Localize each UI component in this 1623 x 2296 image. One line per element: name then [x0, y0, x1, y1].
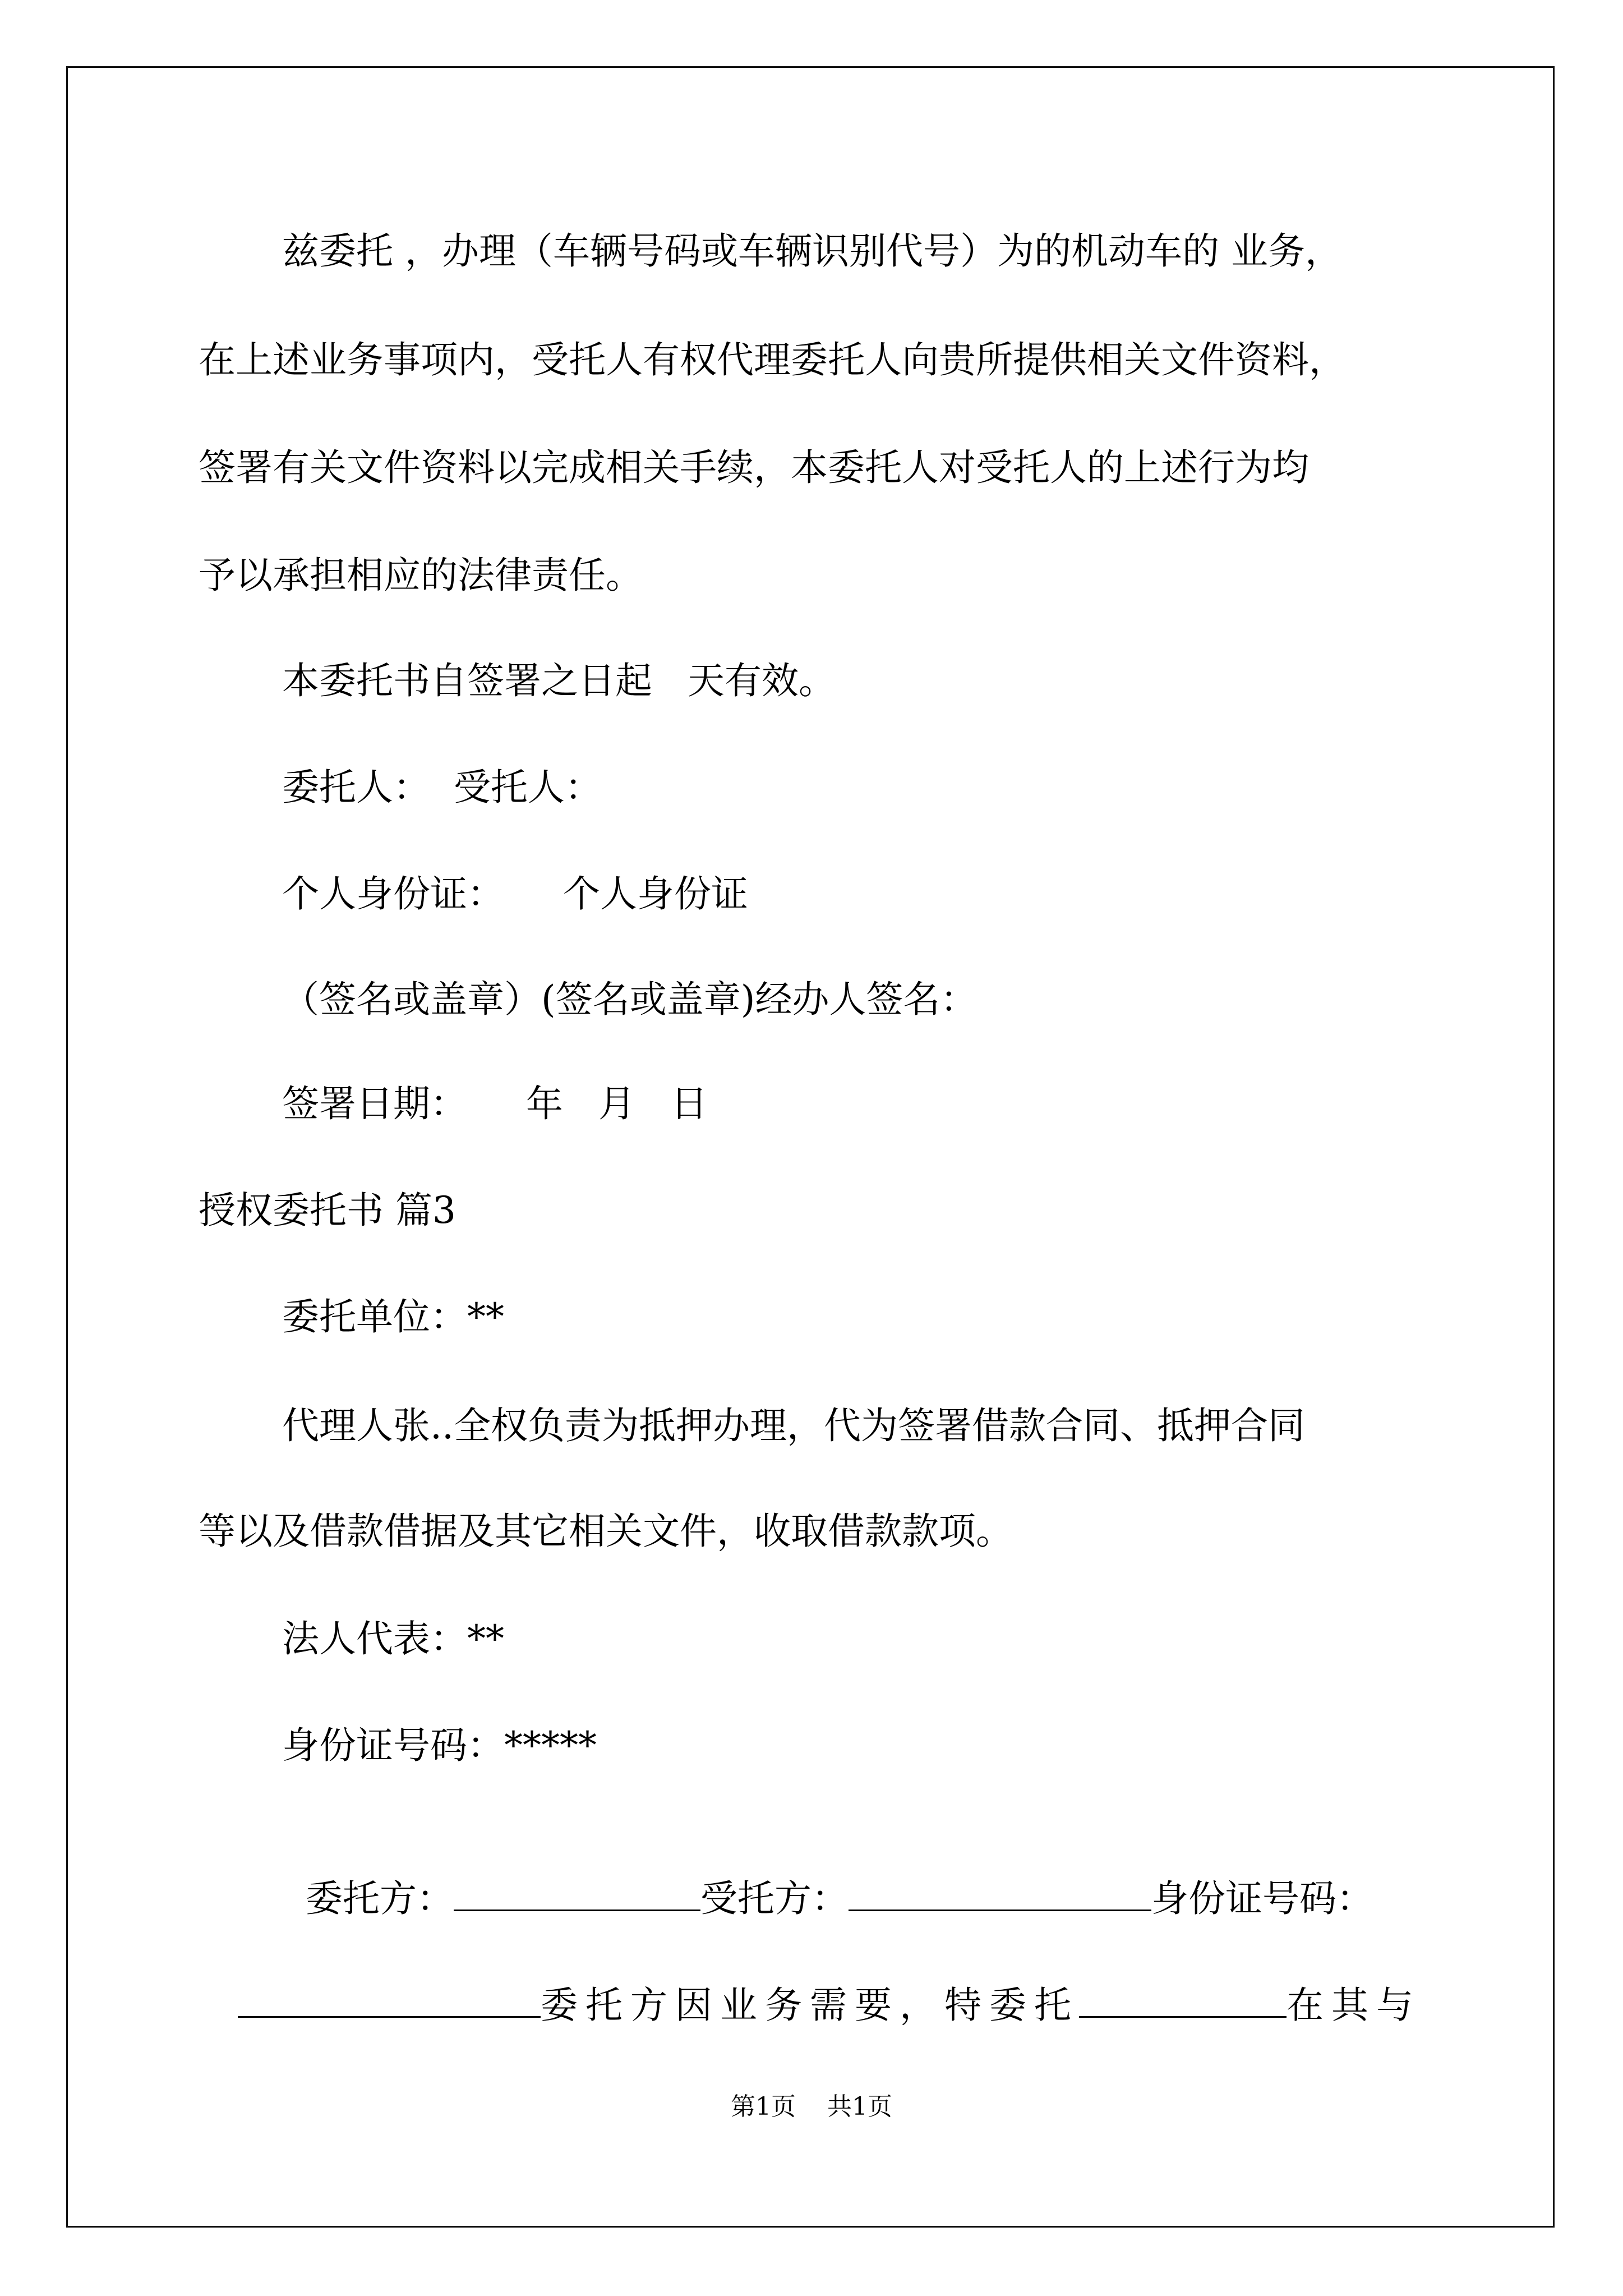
paragraph-line: 代理人张..全权负责为抵押办理，代为签署借款合同、抵押合同: [282, 1404, 1305, 1447]
form-line-parties: [282, 1830, 1373, 1921]
paragraph-line: 等以及借款借据及其它相关文件，收取借款款项。: [199, 1510, 1013, 1553]
party-b-blank: [849, 1875, 1151, 1911]
id-number-label: 身份证号码：: [1151, 1877, 1373, 1920]
paragraph-line: 个人身份证： 个人身份证: [282, 872, 748, 915]
entrusted-party-blank: [1079, 1981, 1287, 2018]
paragraph-line: 法人代表：**: [282, 1617, 504, 1660]
form-line-entrust: [199, 1936, 1421, 2028]
paragraph-line: 本委托书自签署之日起 天有效。: [282, 659, 836, 702]
paragraph-line: 在上述业务事项内，受托人有权代理委托人向贵所提供相关文件资料，: [199, 338, 1346, 381]
party-b-label: 受托方：: [700, 1877, 849, 1920]
paragraph-line: 委托人： 受托人：: [282, 766, 602, 809]
entrust-end-text: 在其与: [1286, 1984, 1421, 2027]
paragraph-line: 兹委托 ，办理（车辆号码或车辆识别代号）为的机动车的 业务，: [282, 229, 1342, 273]
paragraph-line: 签署日期： 年 月 日: [282, 1082, 708, 1125]
paragraph-line: 身份证号码：*****: [282, 1724, 597, 1767]
page-footer: 第1页 共1页: [731, 2092, 892, 2121]
paragraph-line: （签名或盖章）(签名或盖章)经办人签名：: [282, 978, 978, 1021]
entrust-middle-text: 委托方因业务需要，特委托: [540, 1984, 1079, 2027]
paragraph-line: 签署有关文件资料以完成相关手续，本委托人对受托人的上述行为均: [199, 446, 1309, 489]
section-heading: 授权委托书 篇3: [199, 1189, 456, 1232]
paragraph-line: 予以承担相应的法律责任。: [199, 554, 643, 597]
id-number-blank: [238, 1981, 541, 2018]
paragraph-line: 委托单位：**: [282, 1295, 504, 1338]
party-a-blank: [454, 1875, 700, 1911]
party-a-label: 委托方：: [305, 1877, 454, 1920]
